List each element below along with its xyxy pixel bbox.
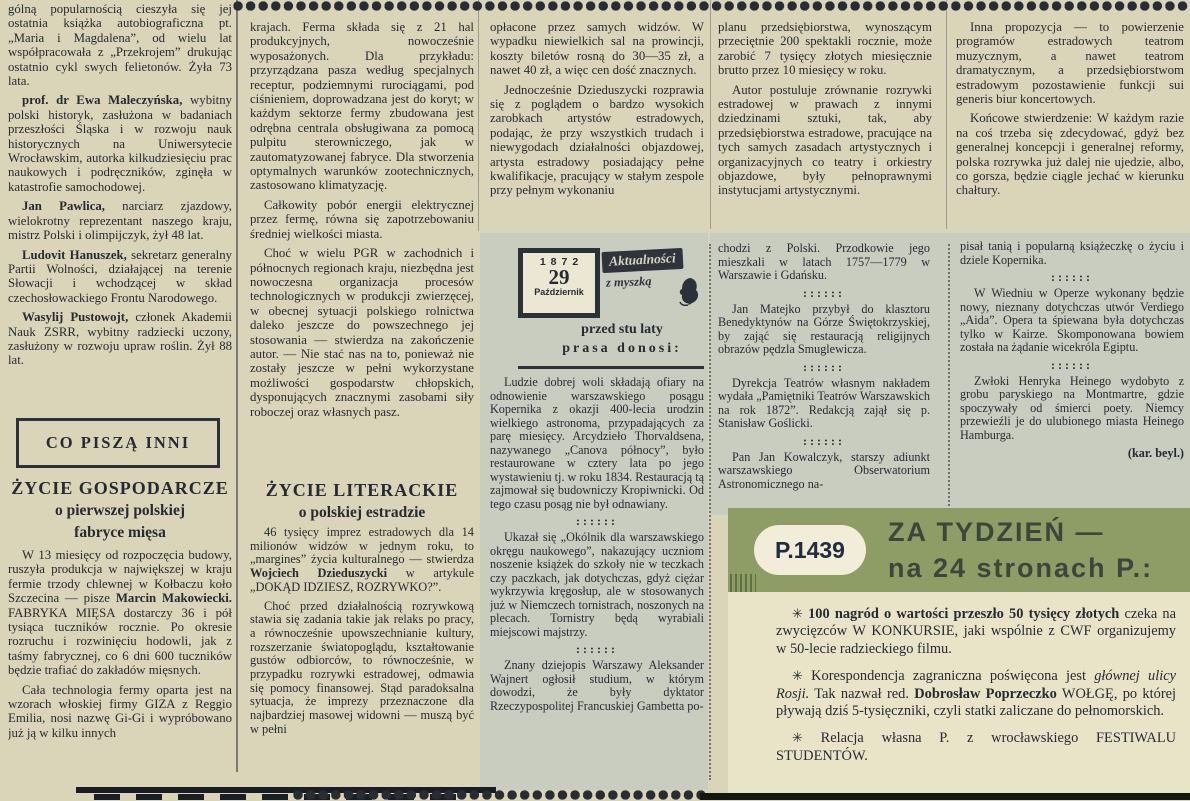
news-item: Ukazał się „Okólnik dla warszawskiego okręgu naukowego”, nakazujący uczniom noszenie książek do szkoły nie w teczkach czy paczkach, jak dotychczas, gdyż ciężar wykrzywia kręgosłup, ale w stosowanych już w Niemczech tornistrach, noszonych na plecach. Tornistry będą wyrabiali miejscowi majstrzy.: [490, 530, 704, 639]
column-1872-news-1: [490, 376, 704, 756]
asterisk-bullet: ✳: [792, 607, 803, 622]
article-subtitle: fabryce mięsa: [74, 524, 166, 541]
news-item: Jan Matejko przybył do klasztoru Benedyktynów na Górze Świętokrzyskiej, by zająć się restauracją religijnych obrazów pędzla Smuglewicza.: [718, 301, 930, 356]
calendar-day: 29: [548, 265, 570, 289]
item-separator: ::::::: [803, 359, 845, 374]
item-separator: ::::::: [576, 514, 618, 528]
logo-title: Aktualności: [602, 248, 684, 273]
calendar-year: 1872: [539, 256, 584, 268]
paragraph: Końcowe stwierdzenie: W każdym razie na coś trzeba się zdecydować, gdyż bez generalnej koncepcji i generalnej reformy, polska rozrywka już dalej nie ujedzie, albo, co gorsza, będzie ciągle jechać w kierunku chałtury.: [956, 111, 1184, 198]
column-farm-article: [250, 20, 474, 472]
header-line-1: przed stu laty: [581, 322, 663, 337]
paragraph: Choć przed działalnością rozrywkową stawia się zadania takie jak relaks po pracy, a równocześnie upowszechnianie kultury, rozszerzanie światopoglądu, kształtowanie gustów odbiorców, to równocześnie, w przypadku rozrywki estradowej, odmawia się pomocy finansowej. Stąd paradoksalna sytuacja, że imprezy przeznaczone dla najbardziej masowej widowni — muszą być w pełni: [250, 598, 474, 736]
promo-item: ✳ Korespondencja zagraniczna poświęcona jest głównej ulicy Rosji. Tak nazwał red. Dobrosław Poprzeczko WOŁGĘ, po której pływają dziś 5-tysięczniki, czyli statki zaliczane do pełnomorskich.: [776, 668, 1177, 720]
heading-zycie-literackie: [250, 478, 474, 524]
top-dot-border: [232, 0, 1190, 12]
news-item: Zwłoki Henryka Heinego wydobyto z grobu paryskiego na Montmartre, gdzie spoczywały od śmierci poety. Niemcy przewieźli je do ulubionego miasta Heinego Hamburga.: [960, 373, 1184, 442]
column-estrada-1: [490, 20, 704, 230]
news-item: W Wiedniu w Operze wykonany będzie nowy, nieznany dotychczas utwór Verdiego „Aida”. Opera ta śpiewana była dotychczas tylko w Kairze. Skomponowana bowiem została na żądanie wicekróla Egiptu.: [960, 286, 1184, 354]
paragraph: W 13 miesięcy od rozpoczęcia budowy, ruszyła produkcja w największej w kraju fermie trzody chlewnej w Kołbaczu koło Szczecina — pisze Marcin Makowiecki. FABRYKA MIĘSA dostarczy 36 i pół tysiąca tuczników rocznie. Po okresie rozruchu i rozwinięciu hodowli, jak z taśmy fabrycznej, co 6 dni 600 tuczników będzie trafiać do zakładów mięsnych.: [8, 548, 232, 678]
news-item: Ludzie dobrej woli składają ofiary na odnowienie warszawskiego posągu Kopernika z okazji 400-lecia urodzin wielkiego astronoma, przypadających za parę miesięcy. Arcydzieło Thorvaldsena, nazywanego „Canova północy”, było restaurowane w cztery lata po jego wystawieniu tj. w roku 1834. Restauracją tą zajmował się budowniczy Kropiwnicki. Od tego czasu posąg nie był odnawiany.: [490, 376, 704, 511]
mouse-icon: [676, 276, 702, 306]
signature: (kar. beyl.): [1127, 446, 1184, 460]
dotted-rule-col3-col4: [709, 244, 711, 780]
co-pisza-inni-box: [16, 418, 220, 468]
column-1872-news-3: [960, 240, 1184, 512]
item-separator: ::::::: [803, 285, 845, 300]
paragraph: gólną popularnością cieszyła się jej ostatnia książka autobiograficzna pt. „Maria i Magdalena”, od wielu lat współpracowała z „Przekrojem” drukując ostatnio cykl swych felietonów. Żyła 73 lata.: [8, 2, 232, 89]
column-gospodarcze: [8, 548, 232, 784]
paragraph: prof. dr Ewa Maleczyńska, wybitny polski historyk, zasłużona w badaniach przeszłości Śląska i w rozwoju nauk historycznych na Uniwersytecie Wrocławskim, autorka kilkudziesięciu prac naukowych i podręczników, zginęła w katastrofie samochodowej.: [8, 93, 232, 194]
paragraph: Inna propozycja — to powierzenie programów estradowych teatrom muzycznym, a nawet teatrom dramatycznym, a przedsiębiorstwom estradowym pozostawienie funkcji sui generis biur koncertowych.: [956, 20, 1184, 107]
article-subtitle: o polskiej estradzie: [298, 504, 426, 521]
calendar-month: Październik: [534, 287, 584, 297]
item-separator: ::::::: [1051, 357, 1093, 372]
paragraph: Całkowity pobór energii elektrycznej przez fermę, równa się zapotrzebowaniu średniej wielkości miasta.: [250, 197, 474, 241]
paragraph: Choć w wielu PGR w zachodnich i północnych regionach kraju, niezbędna jest nowoczesna organizacja procesów technologicznych w produkcji zwierzęcej, w obecnej sytuacji polskiego rolnictwa daleko jeszcze do powszechnego jej stosowania — stwierdza na zakończenie autor. — Nie stać nas na to, ponieważ nie zostały jeszcze w pełni wykorzystane możliwości gospodarstw chłopskich, dysponujących znacznymi zasobami siły roboczej oraz własnych pasz.: [250, 246, 474, 419]
za-tydzien-header: [728, 508, 1190, 592]
promo-item: ✳ 100 nagród o wartości przeszło 50 tysięcy złotych czeka na zwycięzców W KONKURSIE, jaki wspólnie z CWF organizujemy w 50-lecie radzieckiego filmu.: [776, 606, 1176, 657]
bottom-rule-right: [700, 793, 1190, 800]
article-subtitle: o pierwszej polskiej: [54, 502, 185, 519]
news-item: pisał tanią i popularną książeczkę o życiu i dziele Kopernika.: [960, 240, 1184, 267]
column-estrada-2: [718, 20, 932, 228]
column-literackie: [250, 526, 474, 788]
column-1872-news-2: [718, 242, 930, 508]
section-box-title: CO PISZĄ INNI: [45, 433, 191, 452]
paragraph: opłacone przez samych widzów. W wypadku niewielkich sal na prowincji, koszty biletów rosną do 30—35 zł, a nawet 40 zł, a więc cen dość znacznych.: [490, 20, 704, 78]
item-separator: ::::::: [576, 642, 618, 656]
paragraph: Wasylij Pustowojt, członek Akademii Nauk ZSRR, wybitny radziecki uczony, zasłużony w rozwoju upraw roślin. Żył 88 lat.: [8, 310, 232, 368]
column-rule-2: [478, 0, 479, 231]
paragraph: planu przedsiębiorstwa, wynoszącym przeciętnie 200 spektakli rocznie, może zarobić 7 tysięcy złotych miesięcznie brutto przez 10 miesięcy w roku.: [718, 20, 932, 78]
paragraph: krajach. Ferma składa się z 21 hal produkcyjnych, nowocześnie wyposażonych. Dla przykładu: przyrządzana pasza według specjalnych receptur, podziemnymi rurociągami, pod ciśnieniem, doprowadzana jest do koryt; w każdym sektorze fermy zbudowana jest odrębna centrala obsługiwana za pomocą pulpitu sterowniczego, jak w zautomatyzowanej fabryce. Dla stworzenia optymalnych warunków zootechnicznych, zastosowano klimatyzację.: [250, 20, 474, 193]
paragraph: Cała technologia fermy oparta jest na wzorach włoskiej firmy GIZA z Reggio Emilia, nosi nazwę Gi-Gi i wypróbowano już ją w kilku innych: [8, 682, 232, 740]
za-tydzien-items: [728, 592, 1190, 800]
item-separator: ::::::: [1051, 270, 1093, 284]
asterisk-bullet: ✳: [792, 669, 803, 685]
za-tydzien-title: ZA TYDZIEŃ — na 24 stronach P.:: [888, 517, 1154, 583]
promo-item: ✳ Relacja własna P. z wrocławskiego FESTIWALU STUDENTÓW.: [776, 730, 1176, 764]
asterisk-bullet: ✳: [792, 731, 803, 747]
news-item: Pan Jan Kowalczyk, starszy adiunkt warszawskiego Obserwatorium Astronomicznego na-: [718, 449, 930, 491]
paragraph: Autor postuluje zrównanie rozrywki estradowej w prawach z innymi dziedzinami sztuki, tak, aby przedsiębiorstwa estradowe, pracujące na tych samych zasadach artystycznych i organizacyjnych co teatry i orkiestry objazdowe, były pełnoprawnymi instytucjami artystycznymi.: [718, 82, 932, 198]
column-estrada-3: [956, 20, 1184, 232]
column-rule-3: [710, 0, 711, 229]
issue-badge: P.1439: [754, 525, 866, 575]
heading-zycie-gospodarcze: [8, 476, 232, 544]
przed-stu-laty-header: [540, 320, 704, 358]
article-title: ŻYCIE LITERACKIE: [265, 480, 459, 500]
logo-subtitle: z myszką: [605, 274, 652, 290]
dotted-rule-col4-col5: [948, 244, 950, 506]
news-item: Znany dziejopis Warszawy Aleksander Wajnert ogłosił studium, w którym dowodzi, że były dyktator Rzeczypospolitej Francuskiej Gambetta po-: [490, 658, 704, 713]
paragraph: Jednocześnie Dzieduszycki rozprawia się z poglądem o bardzo wysokich zarobkach artystów estradowych, podając, że przy wszystkich trudach i niewygodach działalności objazdowej, artysta estradowy posiadający pełne kwalifikacje, pracujący w stałym zespole przy pełnym wykonaniu: [490, 82, 704, 198]
header-rule: [518, 366, 704, 369]
column-rule-1: [236, 0, 238, 772]
paragraph: Jan Pawlica, narciarz zjazdowy, wielokrotny reprezentant naszego kraju, mistrz Polski i olimpijczyk, żył 48 lat.: [8, 199, 232, 243]
paragraph: 46 tysięcy imprez estradowych dla 14 milionów widzów w jednym roku, to „margines” życia kulturalnego — stwierdza Wojciech Dzieduszycki w artykule „DOKĄD IDZIESZ, ROZRYWKO?”.: [250, 526, 474, 594]
column-obituaries: [8, 2, 232, 414]
header-line-2: prasa donosi:: [562, 341, 682, 356]
bottom-dot-border: [292, 789, 706, 801]
news-item: chodzi z Polski. Przodkowie jego mieszkali w latach 1757—1779 w Warszawie i Gdańsku.: [718, 242, 930, 282]
article-title: ŻYCIE GOSPODARCZE: [11, 478, 229, 498]
news-item: Dyrekcja Teatrów własnym nakładem wydała „Pamiętniki Teatrów Warszawskich na rok 1872”. Redakcją zajął się p. Stanisław Goślicki.: [718, 375, 930, 430]
calendar-box: [518, 248, 600, 318]
aktualnosci-logo: [602, 250, 702, 314]
za-tydzien-box: [728, 508, 1190, 800]
column-rule-4: [946, 0, 947, 229]
paragraph: Ludovit Hanuszek, sekretarz generalny Partii Wolności, działającej na terenie Słowacji i wchodzącej w skład czechosłowackiego Frontu Narodowego.: [8, 247, 232, 305]
item-separator: ::::::: [803, 433, 845, 448]
